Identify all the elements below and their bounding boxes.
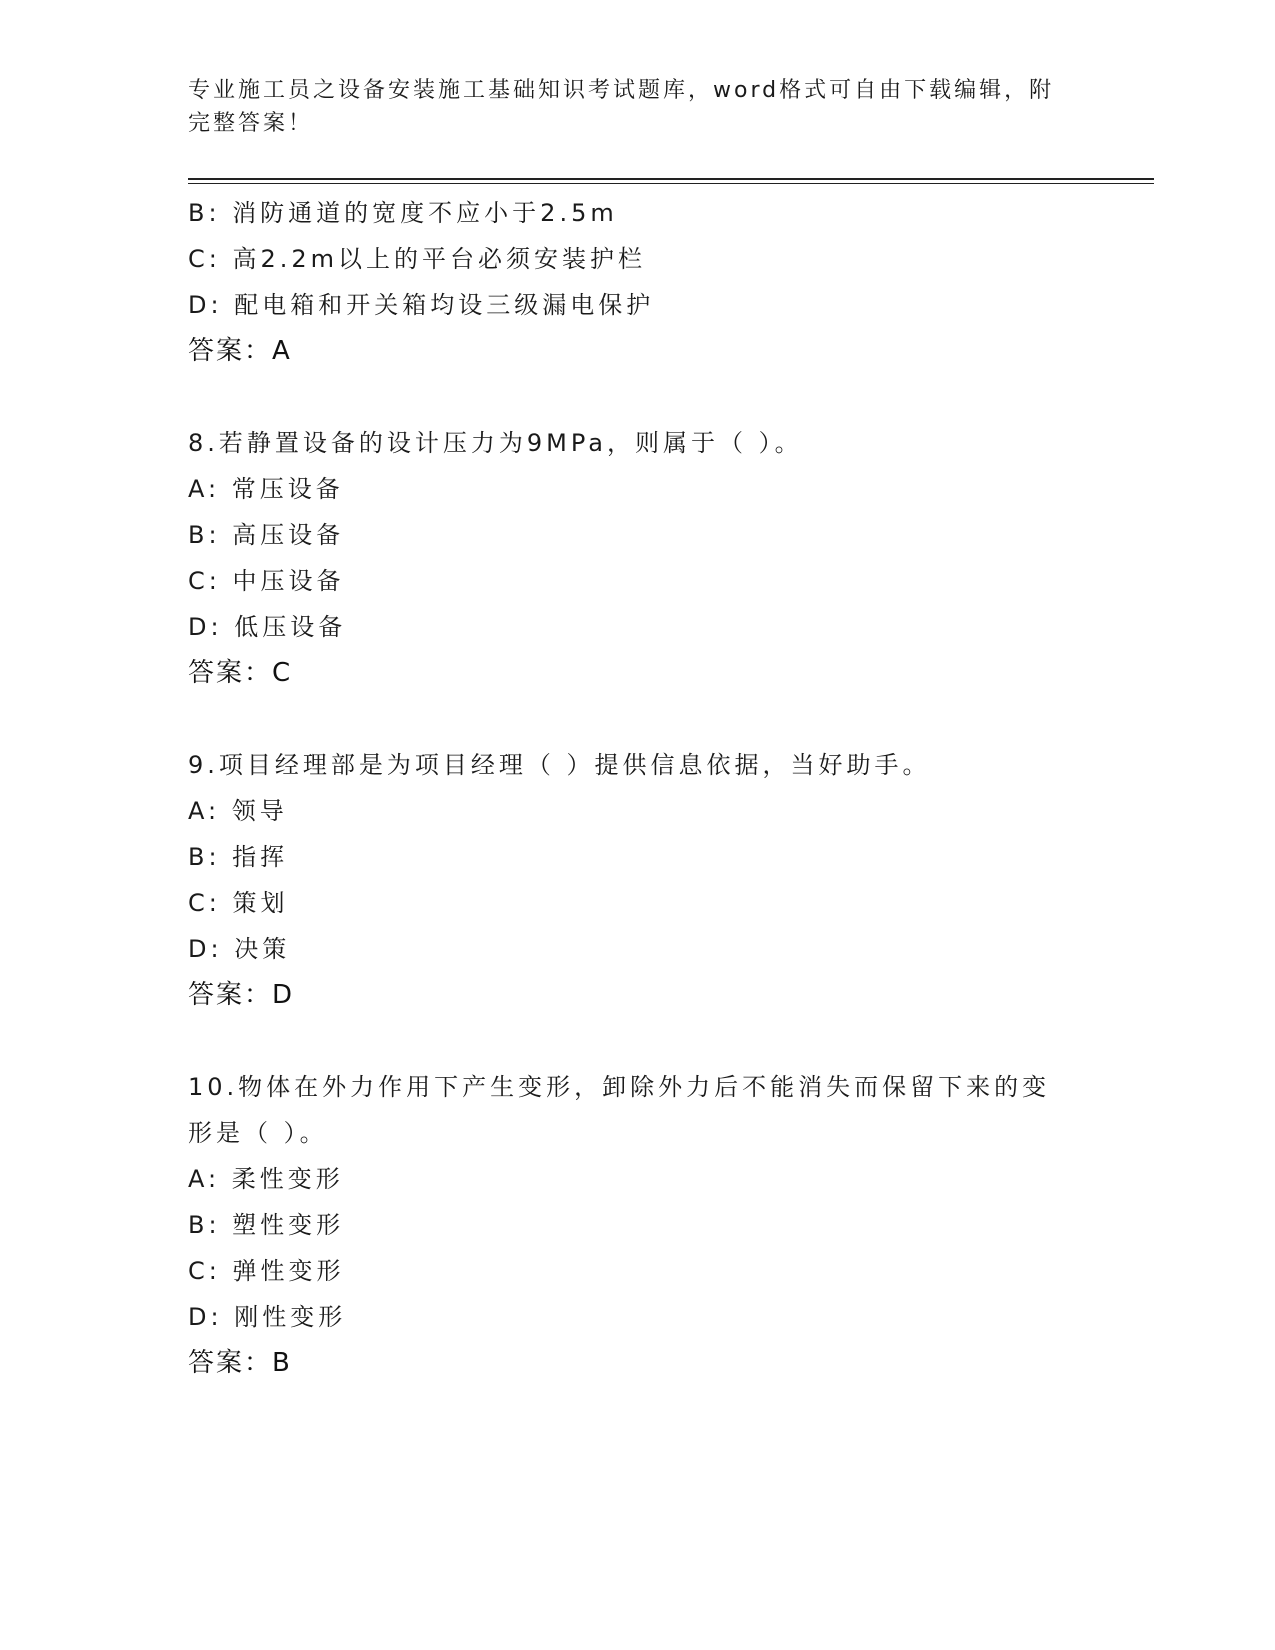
option-d: D: 配电箱和开关箱均设三级漏电保护 (188, 291, 655, 319)
header-divider-thin (188, 183, 1154, 184)
header-divider-thick (188, 178, 1154, 180)
option-b: B: 塑性变形 (188, 1211, 345, 1239)
option-d: D: 低压设备 (188, 613, 347, 641)
answer-label: 答案：A (188, 336, 292, 366)
question-block-9 (188, 742, 1088, 1018)
answer-label: 答案：B (188, 1348, 292, 1378)
option-c: C: 策划 (188, 889, 289, 917)
option-d: D: 决策 (188, 935, 291, 963)
option-c: C: 高2.2m以上的平台必须安装护栏 (188, 245, 647, 273)
spacer (188, 374, 1088, 420)
option-c: C: 弹性变形 (188, 1257, 345, 1285)
spacer (188, 696, 1088, 742)
option-b: B: 消防通道的宽度不应小于2.5m (188, 199, 618, 227)
option-b: B: 高压设备 (188, 521, 345, 549)
option-c: C: 中压设备 (188, 567, 345, 595)
question-block-10 (188, 1064, 1088, 1386)
answer-label: 答案：D (188, 980, 295, 1010)
question-text-line-2: 形是（ ）。 (188, 1119, 328, 1147)
spacer (188, 1018, 1088, 1064)
question-list (188, 190, 1088, 1386)
option-d: D: 刚性变形 (188, 1303, 347, 1331)
option-a: A: 常压设备 (188, 475, 344, 503)
question-block-7-continued (188, 190, 1088, 374)
question-text: 8.若静置设备的设计压力为9MPa，则属于（ ）。 (188, 429, 803, 457)
document-header: 专业施工员之设备安装施工基础知识考试题库，word格式可自由下载编辑，附完整答案！ (188, 78, 1055, 136)
answer-label: 答案：C (188, 658, 293, 688)
option-a: A: 柔性变形 (188, 1165, 344, 1193)
question-text-line-1: 10.物体在外力作用下产生变形，卸除外力后不能消失而保留下来的变 (188, 1073, 1051, 1101)
option-b: B: 指挥 (188, 843, 289, 871)
question-block-8 (188, 420, 1088, 696)
option-a: A: 领导 (188, 797, 288, 825)
question-text: 9.项目经理部是为项目经理（ ）提供信息依据，当好助手。 (188, 751, 931, 779)
